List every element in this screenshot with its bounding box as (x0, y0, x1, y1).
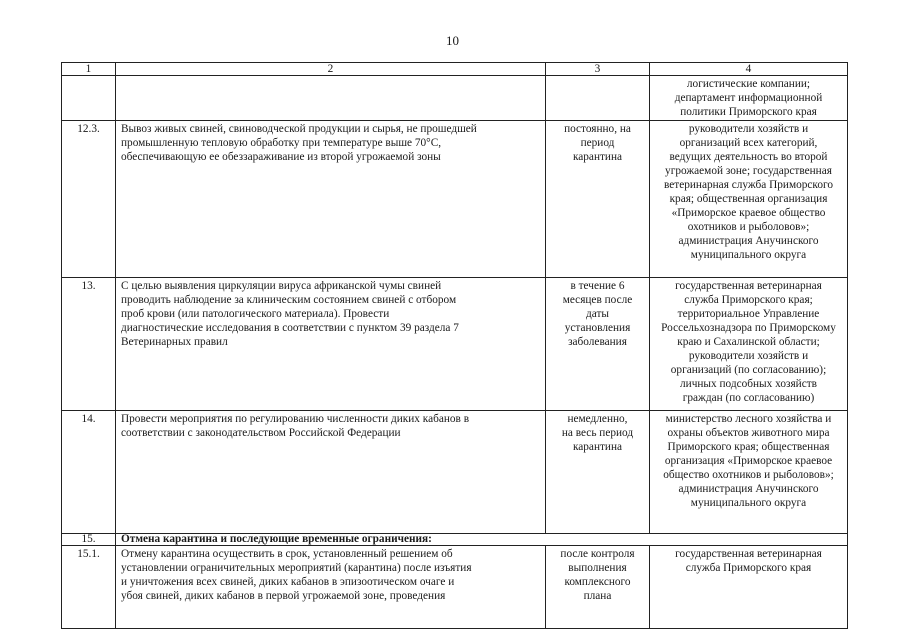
measure-term-line: даты (586, 308, 609, 320)
measure-term-line: плана (583, 590, 612, 602)
measure-term (546, 278, 650, 411)
column-header: 2 (116, 63, 546, 76)
measure-term-line: установления (564, 322, 631, 334)
responsible-parties-line: общество охотников и рыболовов»; (663, 469, 834, 481)
responsible-parties-line: служба Приморского края; (684, 294, 813, 306)
measure-term-line: месяцев после (562, 294, 633, 306)
measure-term-line: заболевания (568, 336, 627, 348)
responsible-parties-line: Россельхознадзора по Приморскому (661, 322, 836, 334)
measure-description-line: диагностические исследования в соответствии с пунктом 39 раздела 7 (121, 322, 459, 334)
responsible-parties-line: ветеринарная служба Приморского (664, 179, 833, 191)
responsible-parties-line: муниципального округа (690, 497, 807, 509)
responsible-parties-line: служба Приморского края (685, 562, 812, 574)
column-header: 1 (62, 63, 116, 76)
responsible-parties-line: угрожаемой зоне; государственная (665, 165, 832, 177)
measure-term-line: в течение 6 (570, 280, 625, 292)
measure-description-line: Провести мероприятия по регулированию численности диких кабанов в (121, 413, 470, 425)
measure-term (546, 76, 650, 121)
item-number: 15. (62, 534, 116, 546)
item-number: 14. (62, 411, 116, 534)
responsible-parties (650, 121, 848, 278)
measure-description-line: соответствии с законодательством Российской Федерации (121, 427, 401, 439)
table-row (62, 411, 848, 534)
measure-description-line: промышленную тепловую обработку при температуре выше 70°C, (121, 137, 442, 149)
responsible-parties-line: «Приморское краевое общество (671, 207, 826, 219)
measure-description-line: проб крови (или патологического материала). Провести (121, 308, 390, 320)
measure-term-line: после контроля (560, 548, 635, 560)
responsible-parties-line: государственная ветеринарная (675, 280, 822, 292)
measure-description-line: проводить наблюдение за клиническим состоянием свиней с отбором (121, 294, 457, 306)
responsible-parties-line: охраны объектов животного мира (667, 427, 830, 439)
measure-term-line: постоянно, на (564, 123, 631, 135)
item-number: 13. (62, 278, 116, 411)
section-title: Отмена карантина и последующие временные ограничения: (116, 534, 848, 546)
item-number (62, 76, 116, 121)
measure-term-line: на весь период (561, 427, 634, 439)
measure-term (546, 546, 650, 629)
measure-description-line: убоя свиней, диких кабанов в первой угрожаемой зоне, проведения (121, 590, 446, 602)
measure-description-line: Ветеринарных правил (121, 336, 228, 348)
measure-description-line: и уничтожения всех свиней, диких кабанов в эпизоотическом очаге и (121, 576, 455, 588)
responsible-parties-line: муниципального округа (690, 249, 807, 261)
measure-description (116, 278, 546, 411)
measure-term-line: карантина (572, 151, 623, 163)
responsible-parties-line: логистические компании; (686, 78, 811, 90)
measure-term-line: карантина (572, 441, 623, 453)
item-number: 15.1. (62, 546, 116, 629)
responsible-parties-line: личных подсобных хозяйств (680, 378, 817, 390)
responsible-parties-line: организация «Приморское краевое (664, 455, 833, 467)
measure-description-line: Вывоз живых свиней, свиноводческой продукции и сырья, не прошедшей (121, 123, 477, 135)
responsible-parties-line: краю и Сахалинской области; (677, 336, 820, 348)
responsible-parties-line: министерство лесного хозяйства и (665, 413, 832, 425)
measure-description (116, 546, 546, 629)
measure-description (116, 121, 546, 278)
responsible-parties-line: организаций (по согласованию); (670, 364, 827, 376)
item-number: 12.3. (62, 121, 116, 278)
responsible-parties-line: руководители хозяйств и (688, 350, 809, 362)
responsible-parties (650, 278, 848, 411)
table-row (62, 546, 848, 629)
table-row (62, 121, 848, 278)
page-number: 10 (446, 33, 459, 48)
responsible-parties-line: территориальное Управление (677, 308, 820, 320)
responsible-parties-line: ведущих деятельность во второй (669, 151, 828, 163)
table-row (62, 278, 848, 411)
measure-description-line: Отмену карантина осуществить в срок, установленный решением об (121, 548, 453, 560)
measure-term (546, 121, 650, 278)
measure-term-line: немедленно, (567, 413, 628, 425)
responsible-parties-line: Приморского края; общественная (667, 441, 830, 453)
measure-term-line: период (580, 137, 615, 149)
responsible-parties-line: граждан (по согласованию) (682, 392, 815, 404)
table-row (62, 76, 848, 121)
table-row (62, 534, 848, 546)
responsible-parties-line: департамент информационной (674, 92, 823, 104)
measure-description (116, 411, 546, 534)
responsible-parties (650, 546, 848, 629)
responsible-parties (650, 76, 848, 121)
responsible-parties (650, 411, 848, 534)
measure-description-line: С целью выявления циркуляции вируса африканской чумы свиней (121, 280, 442, 292)
column-header: 3 (546, 63, 650, 76)
table-header-row (62, 63, 848, 76)
responsible-parties-line: государственная ветеринарная (675, 548, 822, 560)
responsible-parties-line: администрация Анучинского (678, 483, 819, 495)
responsible-parties-line: края; общественная организация (669, 193, 828, 205)
measure-description (116, 76, 546, 121)
measure-description-line: установлении ограничительных мероприятий (карантина) после изъятия (121, 562, 472, 574)
responsible-parties-line: политики Приморского края (680, 106, 817, 118)
column-header: 4 (650, 63, 848, 76)
responsible-parties-line: охотников и рыболовов»; (687, 221, 810, 233)
measures-table (61, 62, 848, 629)
measure-term-line: выполнения (568, 562, 627, 574)
responsible-parties-line: организаций всех категорий, (679, 137, 818, 149)
measure-term-line: комплексного (564, 576, 631, 588)
measure-term (546, 411, 650, 534)
measure-description-line: обеспечивающую ее обеззараживание из второй угрожаемой зоны (121, 151, 441, 163)
responsible-parties-line: администрация Анучинского (678, 235, 819, 247)
responsible-parties-line: руководители хозяйств и (688, 123, 809, 135)
